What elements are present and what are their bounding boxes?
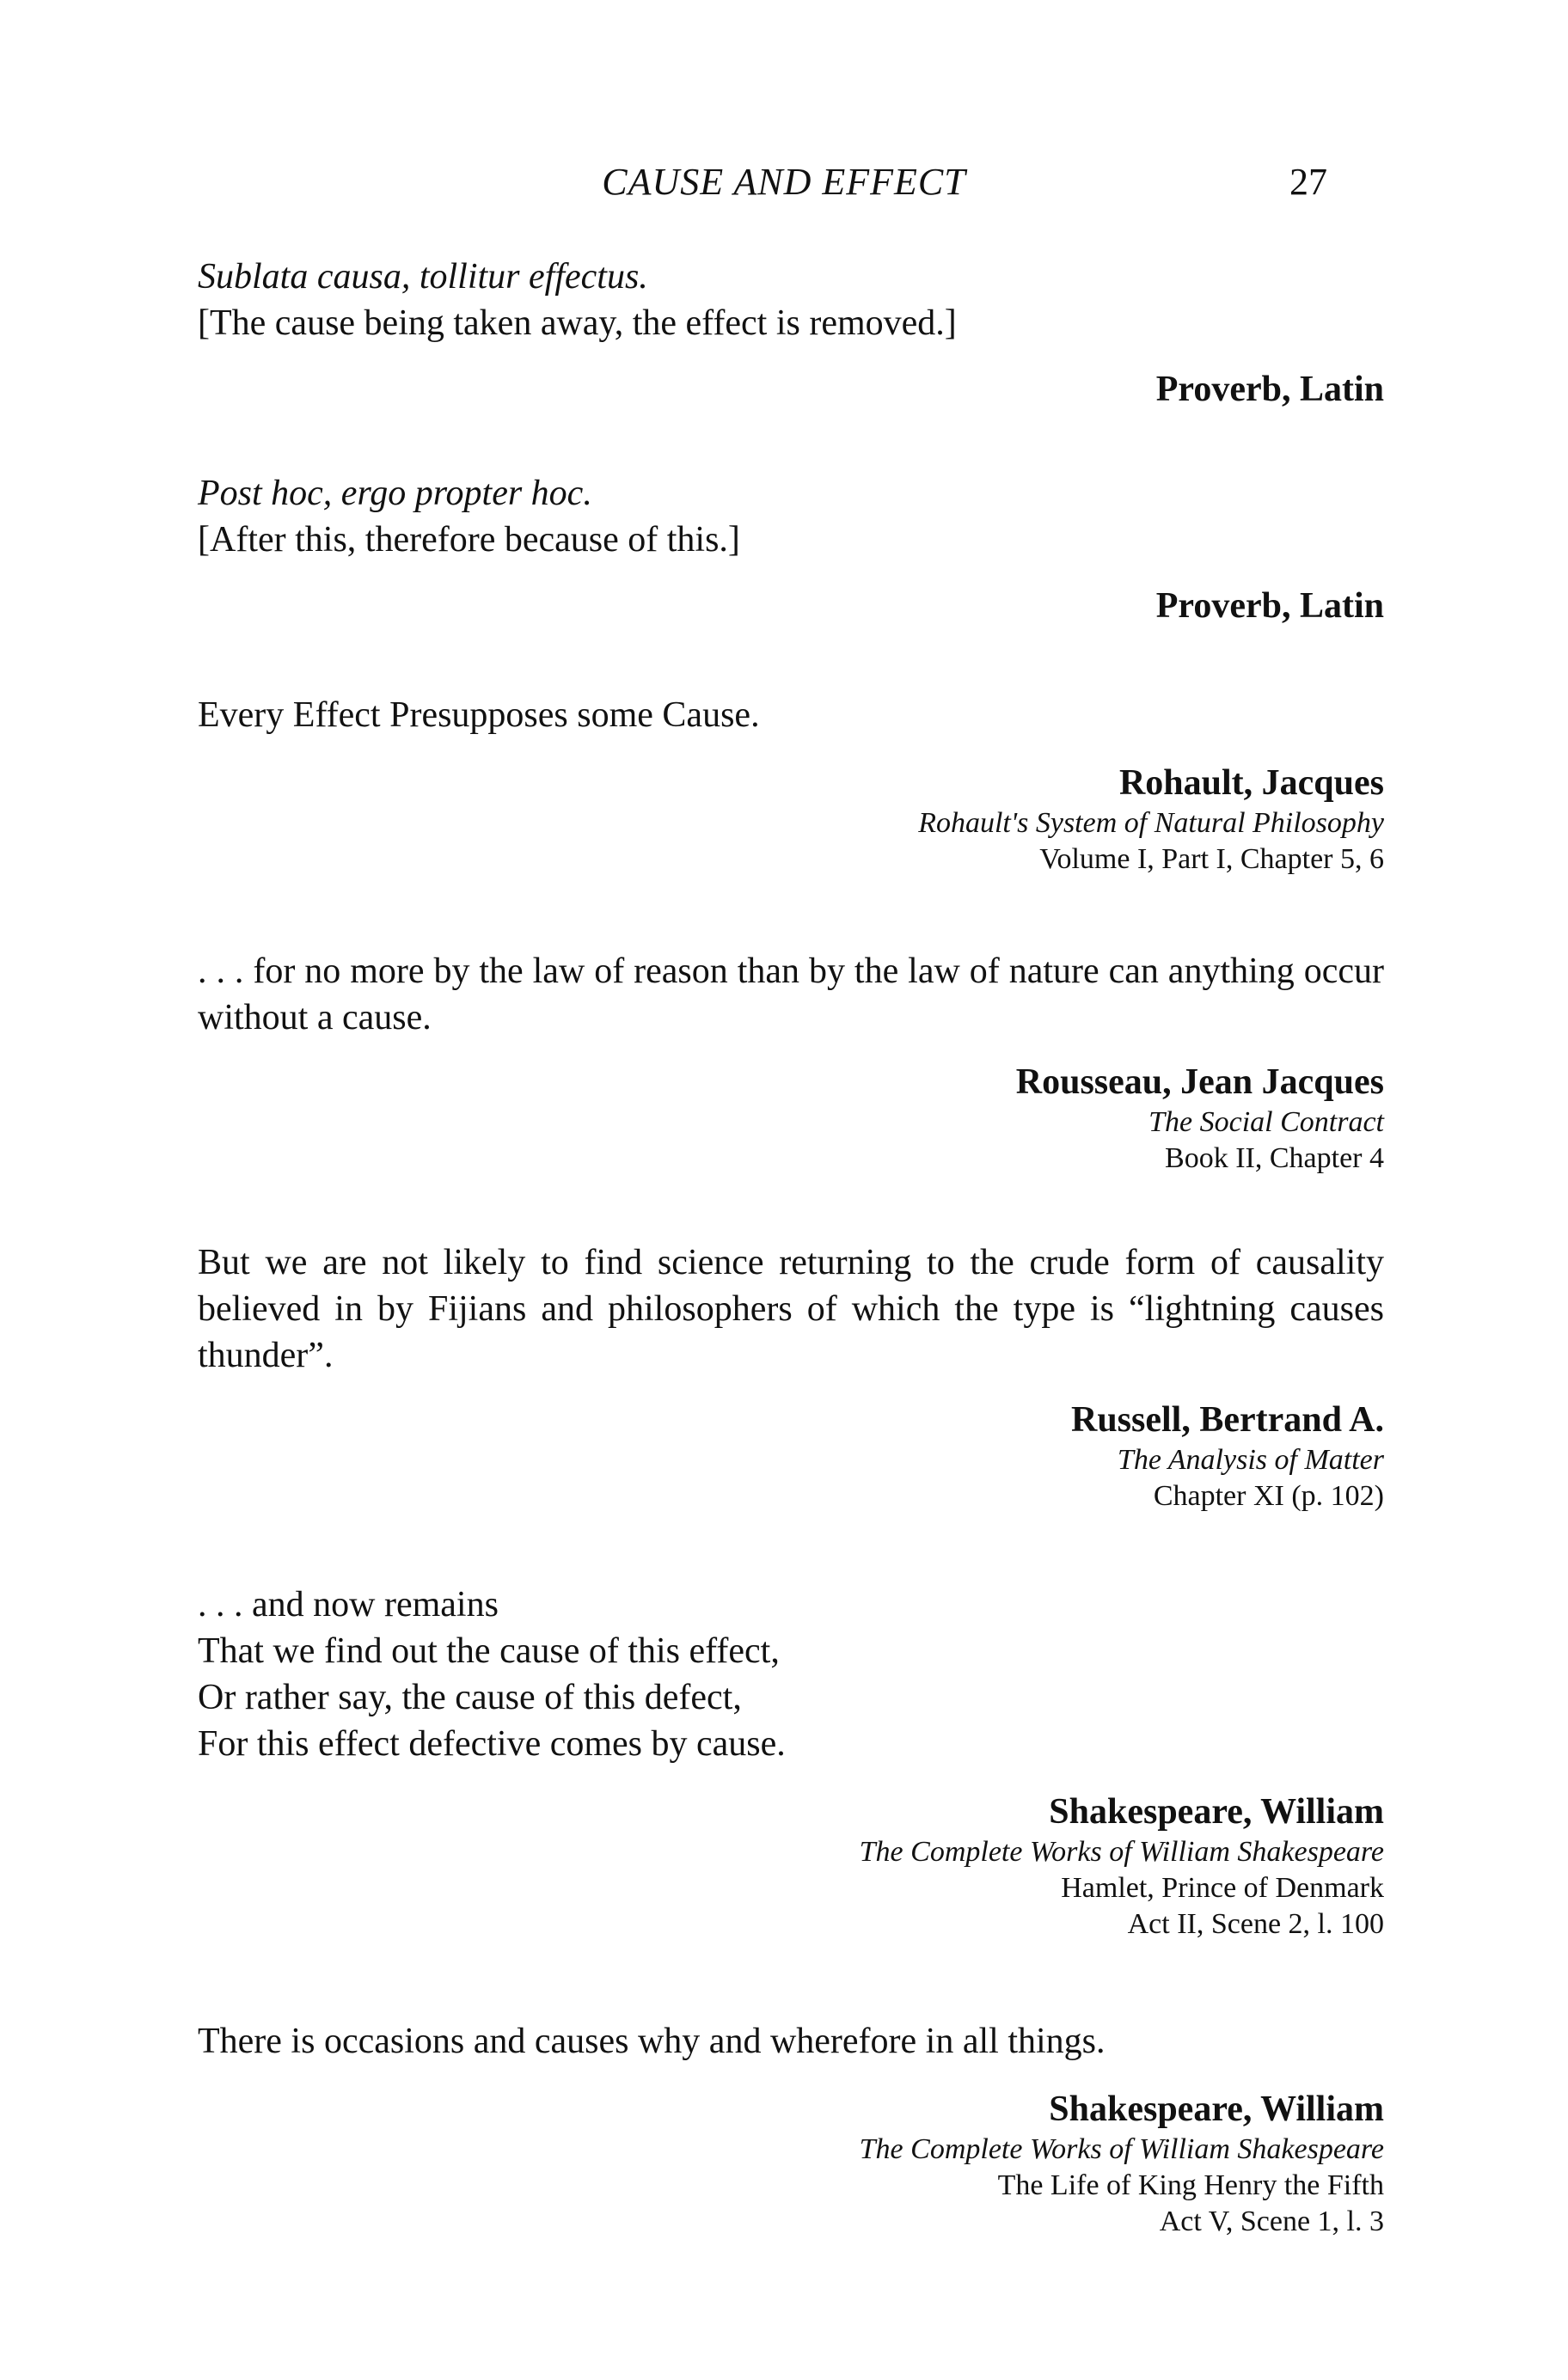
quote-reference: Hamlet, Prince of Denmark (1061, 1872, 1384, 1904)
verse-line: . . . and now remains (198, 1585, 499, 1624)
attribution (198, 584, 1384, 628)
quote-work: The Complete Works of William Shakespeare (859, 1836, 1384, 1868)
quote-reference: Act II, Scene 2, l. 100 (1127, 1908, 1384, 1940)
attribution (198, 1790, 1384, 1943)
quote-text (198, 1582, 1384, 1767)
verse-line: Or rather say, the cause of this defect, (198, 1678, 742, 1717)
quote-block (198, 1239, 1384, 1514)
quote-author: Russell, Bertrand A. (1070, 1400, 1384, 1440)
latin-original: Post hoc, ergo propter hoc. (198, 474, 592, 513)
quote-reference: Book II, Chapter 4 (1165, 1142, 1384, 1174)
quote-reference: Volume I, Part I, Chapter 5, 6 (1039, 843, 1384, 875)
translation: [After this, therefore because of this.] (198, 520, 740, 560)
quote-reference: Chapter XI (p. 102) (1153, 1480, 1384, 1512)
quote-work: Rohault's System of Natural Philosophy (918, 807, 1384, 839)
quote-author: Rousseau, Jean Jacques (1015, 1062, 1384, 1102)
attribution (198, 1060, 1384, 1177)
quote-author: Shakespeare, William (1049, 1792, 1384, 1832)
quote-author: Rohault, Jacques (1118, 763, 1384, 803)
attribution (198, 2087, 1384, 2240)
quote-text: There is occasions and causes why and wherefore in all things. (198, 2022, 1106, 2061)
quote-author: Shakespeare, William (1049, 2089, 1384, 2129)
verse-line: That we find out the cause of this effect, (198, 1631, 780, 1671)
quote-work: The Analysis of Matter (1117, 1444, 1384, 1476)
quote-reference: Act V, Scene 1, l. 3 (1159, 2206, 1384, 2237)
quote-text: Every Effect Presupposes some Cause. (198, 695, 760, 735)
quote-work: The Complete Works of William Shakespeare (859, 2133, 1384, 2165)
quote-block (198, 2018, 1384, 2240)
page-title: CAUSE AND EFFECT (602, 161, 966, 203)
attribution (198, 761, 1384, 878)
attribution (198, 367, 1384, 412)
attribution (198, 1398, 1384, 1514)
page-number: 27 (1289, 161, 1327, 203)
quote-author: Proverb, Latin (1155, 586, 1384, 626)
quote-block (198, 1582, 1384, 1943)
quote-text: . . . for no more by the law of reason than by the law of nature can anything occur without a cause. (198, 951, 1384, 1037)
quote-block (198, 470, 1384, 628)
quote-text (198, 254, 1384, 346)
verse-line: For this effect defective comes by cause. (198, 1724, 786, 1764)
quote-block (198, 948, 1384, 1177)
quote-work: The Social Contract (1148, 1106, 1384, 1138)
running-head (0, 160, 1568, 211)
quote-reference: The Life of King Henry the Fifth (997, 2169, 1384, 2201)
quote-text: But we are not likely to find science returning to the crude form of causality believed in by Fijians and philosophers of which the type is “lightning causes thunder”. (198, 1243, 1384, 1375)
latin-original: Sublata causa, tollitur effectus. (198, 257, 648, 297)
quote-block (198, 692, 1384, 878)
quote-author: Proverb, Latin (1155, 370, 1384, 409)
translation: [The cause being taken away, the effect is removed.] (198, 303, 957, 343)
quote-block (198, 254, 1384, 412)
quote-text (198, 470, 1384, 563)
